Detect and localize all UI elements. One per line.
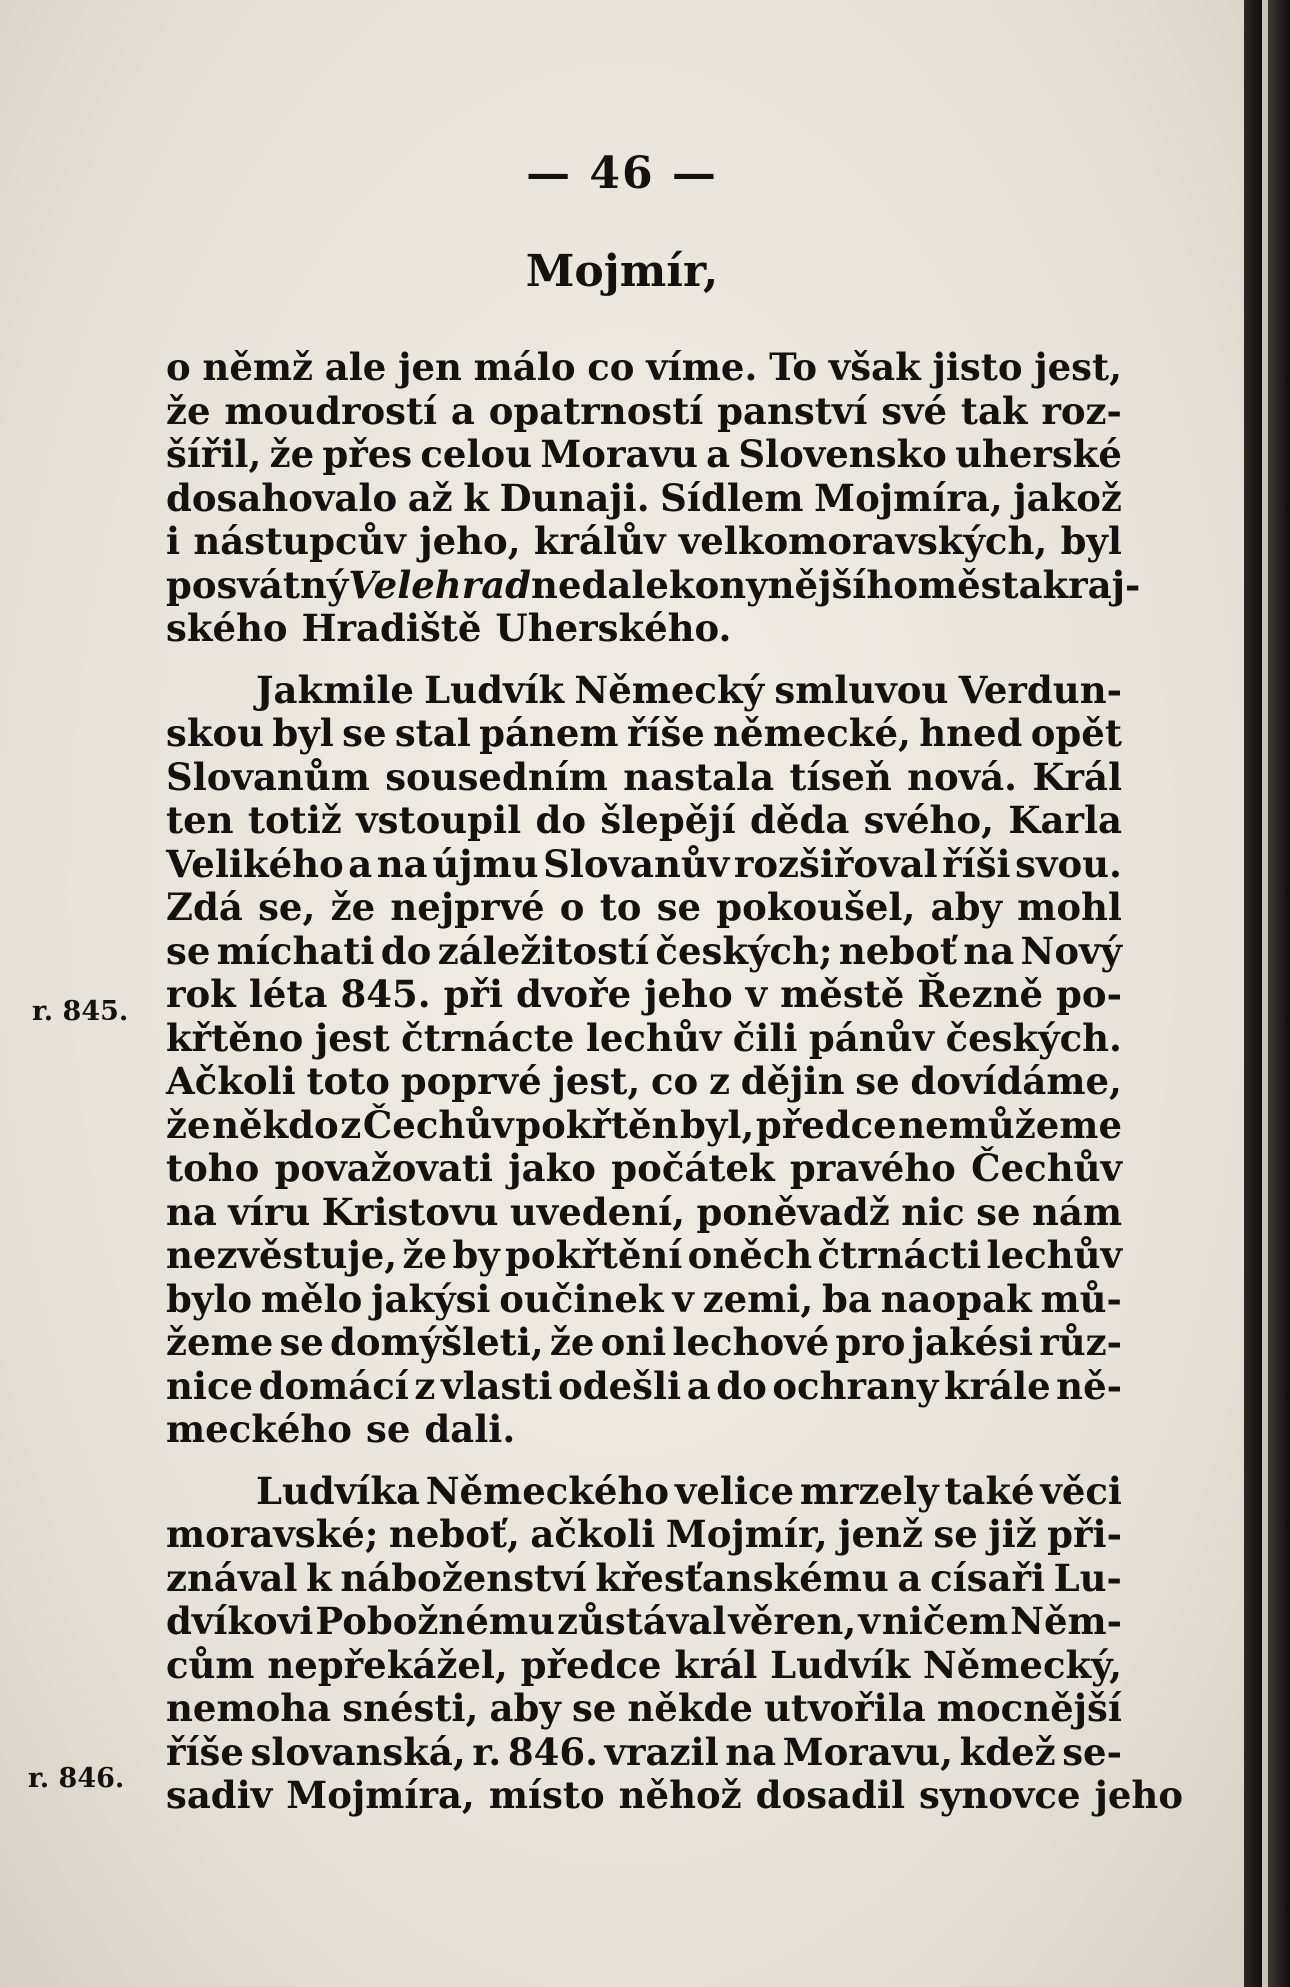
text-line: Zdá se, že nejprvé o to se pokoušel, aby mohl bbox=[166, 885, 1122, 929]
text-line: nice domácí z vlasti odešli a do ochrany krále ně- bbox=[166, 1363, 1122, 1408]
text-line: křtěno jest čtrnácte lechův čili pánův českých. bbox=[166, 1015, 1122, 1060]
text-line: nemoha snésti, aby se někde utvořila mocnější bbox=[166, 1686, 1122, 1730]
text-line: o němž ale jen málo co víme. To však jisto jest, bbox=[166, 345, 1122, 389]
text-line: že někdo z Čechův pokřtěn byl, předce nemůžeme bbox=[166, 1102, 1122, 1147]
text-line: posvátný Velehrad nedaleko nynějšího města kraj- bbox=[166, 562, 1141, 607]
text-line: meckého se dali. bbox=[166, 1407, 516, 1451]
paragraph-gap bbox=[166, 1452, 1122, 1470]
text-line: rok léta 845. při dvoře jeho v městě Řezně po- bbox=[166, 972, 1122, 1016]
text-line: se míchati do záležitostí českých; neboť na Nový bbox=[166, 928, 1122, 973]
text-line: moravské; neboť, ačkoli Mojmír, jenž se již při- bbox=[166, 1512, 1122, 1556]
section-heading: Mojmír, bbox=[525, 246, 719, 297]
text-line: ského Hradiště Uherského. bbox=[166, 606, 732, 650]
text-line: šířil, že přes celou Moravu a Slovensko uherské bbox=[166, 432, 1122, 476]
text-line: toho považovati jako počátek pravého Čechův bbox=[166, 1146, 1122, 1190]
text-line: znával k náboženství křesťanskému a císaři Lu- bbox=[166, 1555, 1122, 1600]
margin-note-846: r. 846. bbox=[28, 1763, 125, 1794]
paragraph-gap bbox=[166, 651, 1122, 669]
text-line: říše slovanská, r. 846. vrazil na Moravu, kdež se- bbox=[166, 1729, 1122, 1774]
page-number: — 46 — bbox=[526, 148, 718, 199]
text-line: sadiv Mojmíra, místo něhož dosadil synovce jeho bbox=[166, 1773, 1184, 1817]
text-line: že moudrostí a opatrností panství své tak roz- bbox=[166, 388, 1122, 433]
text-line: cům nepřekážel, předce král Ludvík Německý, bbox=[166, 1642, 1122, 1687]
text-line: Ludvíka Německého velice mrzely také věci bbox=[256, 1468, 1122, 1513]
text-line: Velikého a na újmu Slovanův rozšiřoval říši svou. bbox=[166, 841, 1122, 886]
text-line: dosahovalo až k Dunaji. Sídlem Mojmíra, jakož bbox=[166, 475, 1122, 520]
text-line: bylo mělo jakýsi oučinek v zemi, ba naopak mů- bbox=[166, 1276, 1122, 1321]
text-line: ten totiž vstoupil do šlepějí děda svého, Karla bbox=[166, 798, 1122, 842]
text-line: Jakmile Ludvík Německý smluvou Verdun- bbox=[256, 667, 1122, 712]
text-line: Slovanům sousedním nastala tíseň nová. Král bbox=[166, 754, 1122, 799]
text-line: na víru Kristovu uvedení, poněvadž nic se nám bbox=[166, 1189, 1122, 1234]
text-line: žeme se domýšleti, že oni lechové pro jakési růz- bbox=[166, 1320, 1122, 1364]
text-line: skou byl se stal pánem říše německé, hned opět bbox=[166, 711, 1122, 755]
text-line: dvíkovi Pobožnému zůstával věren, v ničem Něm- bbox=[166, 1599, 1122, 1643]
text-line: nezvěstuje, že by pokřtění oněch čtrnácti lechův bbox=[166, 1233, 1122, 1277]
body-text bbox=[166, 345, 1184, 1818]
text-line: Ačkoli toto poprvé jest, co z dějin se dovídáme, bbox=[166, 1059, 1122, 1103]
text-line: i nástupcův jeho, králův velkomoravských, byl bbox=[166, 519, 1122, 563]
margin-note-845: r. 845. bbox=[32, 996, 129, 1027]
page-edge-line bbox=[1262, 0, 1268, 1987]
